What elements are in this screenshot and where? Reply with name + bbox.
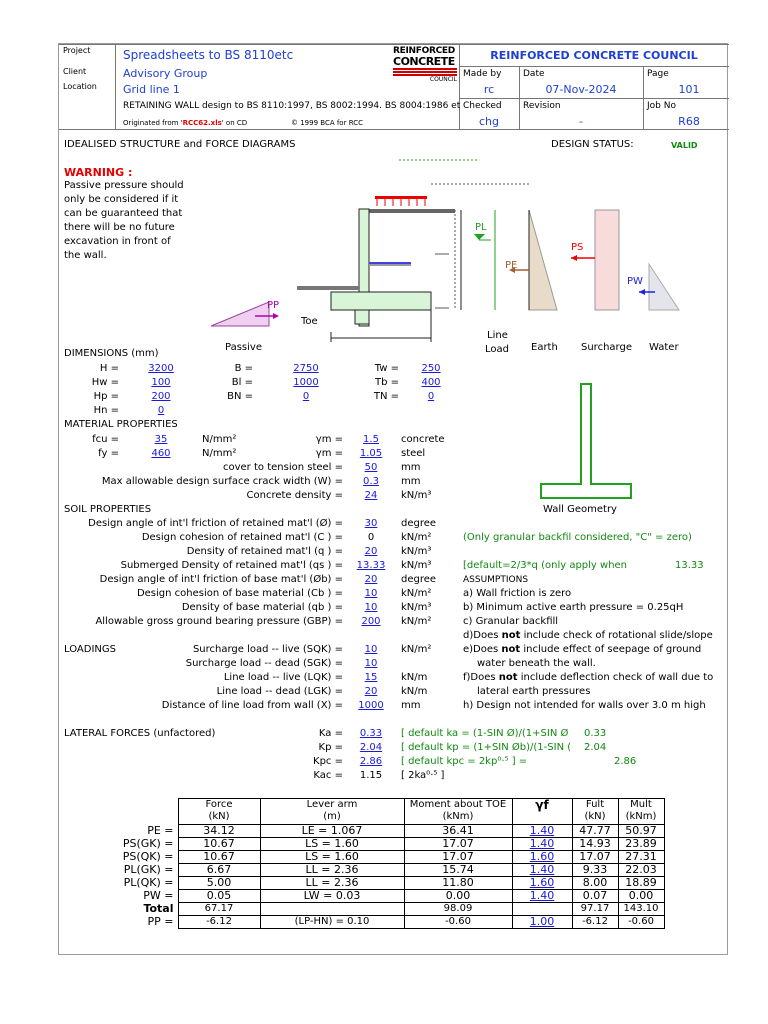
col-header-gamma-f: γf <box>512 799 572 825</box>
lever-arm-cell: LW = 0.03 <box>260 890 404 903</box>
loading-unit: kN/m² <box>401 644 432 655</box>
fy-value[interactable]: 460 <box>151 448 171 459</box>
ps-label: PS <box>571 242 584 253</box>
force-cell: -6.12 <box>178 916 260 929</box>
soil-unit: degree <box>401 574 437 585</box>
lever-arm-cell <box>260 903 404 916</box>
worksheet <box>58 43 728 955</box>
dim-label: Bl = <box>231 377 253 388</box>
row-name: PL(GK) = <box>123 863 174 876</box>
water-label: Water <box>649 342 679 353</box>
soil-label: Design angle of int'l friction of retained mat'l (Ø) = <box>88 518 343 529</box>
dim-label: H = <box>99 363 119 374</box>
fult-cell: 8.00 <box>572 877 618 890</box>
gamma-f-cell[interactable]: 1.40 <box>512 825 572 838</box>
loadings-title: LOADINGS <box>64 644 116 655</box>
assumption-f-cont: lateral earth pressures <box>477 686 591 697</box>
soil-title: SOIL PROPERTIES <box>64 504 152 515</box>
soil-unit: kN/m² <box>401 588 432 599</box>
gamma-m-concrete-unit: concrete <box>401 434 445 445</box>
job-value: R68 <box>678 115 700 128</box>
dim-tw-value[interactable]: 250 <box>421 363 441 374</box>
originated-line: Originated from 'RCC62.xls' on CD <box>123 119 248 127</box>
made-by-value: rc <box>483 83 495 96</box>
table-row <box>120 877 664 890</box>
assumption-f: f)Does not include deflection check of wall due to <box>463 672 714 683</box>
lever-arm-cell: LL = 2.36 <box>260 877 404 890</box>
force-cell: 67.17 <box>178 903 260 916</box>
gamma-f-cell[interactable]: 1.40 <box>512 838 572 851</box>
table-row <box>120 916 664 929</box>
moment-cell: 0.00 <box>404 890 512 903</box>
cover-label: cover to tension steel = <box>223 462 343 473</box>
table-row <box>120 825 664 838</box>
ka-note-value: 0.33 <box>584 728 607 739</box>
org-name: REINFORCED CONCRETE COUNCIL <box>490 49 698 62</box>
force-cell: 10.67 <box>178 851 260 864</box>
table-row <box>120 890 664 903</box>
ka-note: [ default ka = (1-SIN Ø)/(1+SIN Ø <box>401 728 569 739</box>
location-label: Location <box>63 82 97 91</box>
soil-note-cohesion: (Only granular backfil considered, "C" = zero) <box>463 532 692 543</box>
lever-arm-cell: LS = 1.60 <box>260 851 404 864</box>
kac-note: [ 2ka⁰·⁵ ] <box>401 770 445 781</box>
kp-label: Kp = <box>318 742 343 753</box>
project-name: Spreadsheets to BS 8110etc <box>123 48 294 62</box>
soil-value[interactable]: 200 <box>361 616 381 627</box>
section-title: IDEALISED STRUCTURE and FORCE DIAGRAMS <box>64 139 296 150</box>
dim-label: Tb = <box>374 377 399 388</box>
moment-cell: -0.60 <box>404 916 512 929</box>
loading-label: Distance of line load from wall (X) = <box>161 700 343 711</box>
pp-label: PP <box>267 300 280 311</box>
line-load-label: Line <box>487 330 508 341</box>
gamma-f-cell[interactable]: 1.40 <box>512 890 572 903</box>
kac-label: Kac = <box>313 770 343 781</box>
rcc-logo: REINFORCED CONCRETE COUNCIL <box>393 46 457 83</box>
checked-value: chg <box>478 115 499 128</box>
dim-label: B = <box>234 363 253 374</box>
fult-cell: 47.77 <box>572 825 618 838</box>
lever-arm-cell: LE = 1.067 <box>260 825 404 838</box>
fcu-unit: N/mm² <box>202 434 237 445</box>
dim-label: Tw = <box>374 363 399 374</box>
assumption-e: e)Does not include effect of seepage of ground <box>463 644 702 655</box>
cover-unit: mm <box>401 462 421 473</box>
mult-cell: 18.89 <box>618 877 664 890</box>
client-label: Client <box>63 67 87 76</box>
checked-label: Checked <box>463 101 502 111</box>
gamma-m-concrete-value[interactable]: 1.5 <box>363 434 379 445</box>
loading-value[interactable]: 15 <box>364 672 378 683</box>
warning-line: excavation in front of <box>64 236 171 247</box>
warning-title: WARNING : <box>64 166 133 179</box>
gamma-m-steel-value[interactable]: 1.05 <box>359 448 383 459</box>
revision-value: - <box>579 115 583 128</box>
soil-unit: kN/m² <box>401 616 432 627</box>
warning-line: Passive pressure should <box>64 180 184 191</box>
col-header-force: Force (kN) <box>178 799 260 825</box>
fult-cell: 9.33 <box>572 864 618 877</box>
ka-label: Ka = <box>318 728 343 739</box>
warning-line: can be guaranteed that <box>64 208 183 219</box>
pl-label: PL <box>475 222 487 233</box>
lever-arm-cell: LS = 1.60 <box>260 838 404 851</box>
force-cell: 5.00 <box>178 877 260 890</box>
kpc-value[interactable]: 2.86 <box>359 756 383 767</box>
soil-value: 0 <box>367 532 375 543</box>
fult-cell: 14.93 <box>572 838 618 851</box>
moment-cell: 15.74 <box>404 864 512 877</box>
surcharge-label: Surcharge <box>581 342 632 353</box>
assumptions-title: ASSUMPTIONS <box>463 575 529 585</box>
dim-label: Hp = <box>93 391 119 402</box>
loading-value[interactable]: 10 <box>364 644 378 655</box>
page-label: Page <box>647 69 669 79</box>
fult-cell: 97.17 <box>572 903 618 916</box>
crack-unit: mm <box>401 476 421 487</box>
dim-label: TN = <box>373 391 399 402</box>
warning-line: there will be no future <box>64 222 175 233</box>
moment-cell: 36.41 <box>404 825 512 838</box>
density-value[interactable]: 24 <box>364 490 378 501</box>
assumption-a: a) Wall friction is zero <box>463 588 572 599</box>
soil-label: Design cohesion of retained mat'l (C ) = <box>141 532 343 543</box>
dim-label: Hn = <box>93 405 119 416</box>
table-row <box>120 838 664 851</box>
dim-bn-value[interactable]: 0 <box>302 391 310 402</box>
soil-label: Density of base material (qb ) = <box>181 602 343 613</box>
density-label: Concrete density = <box>246 490 343 501</box>
mult-cell: 27.31 <box>618 851 664 864</box>
soil-unit: kN/m² <box>401 532 432 543</box>
col-header-mult: Mult (kNm) <box>618 799 664 825</box>
table-row <box>120 903 664 916</box>
force-table <box>120 798 665 929</box>
made-by-label: Made by <box>463 69 502 79</box>
force-cell: 10.67 <box>178 838 260 851</box>
kp-note-value: 2.04 <box>584 742 607 753</box>
design-status-label: DESIGN STATUS: <box>551 139 634 150</box>
gamma-f-cell[interactable]: 1.00 <box>512 916 572 929</box>
col-header-lever-arm: Lever arm (m) <box>260 799 404 825</box>
soil-label: Design angle of int'l friction of base mat'l (Øb) = <box>99 574 343 585</box>
fult-cell: 0.07 <box>572 890 618 903</box>
mult-cell: 22.03 <box>618 864 664 877</box>
kp-note: [ default kp = (1+SIN Øb)/(1-SIN ( <box>401 742 572 753</box>
dim-label: BN = <box>227 391 253 402</box>
soil-unit: kN/m³ <box>401 560 432 571</box>
moment-cell: 98.09 <box>404 903 512 916</box>
loading-unit: mm <box>401 700 421 711</box>
job-label: Job No <box>647 101 676 111</box>
table-row <box>120 851 664 864</box>
col-header-moment: Moment about TOE (kNm) <box>404 799 512 825</box>
copyright: © 1999 BCA for RCC <box>291 119 363 127</box>
loading-unit: kN/m <box>401 686 428 697</box>
project-label: Project <box>63 46 91 55</box>
material-title: MATERIAL PROPERTIES <box>64 419 178 430</box>
dim-label: Hw = <box>91 377 119 388</box>
mult-cell: 23.89 <box>618 838 664 851</box>
row-name: PP = <box>147 915 174 928</box>
assumption-d: d)Does not include check of rotational slide/slope <box>463 630 713 641</box>
kpc-note-value: 2.86 <box>614 756 637 767</box>
assumption-h: h) Design not intended for walls over 3.0 m high <box>463 700 706 711</box>
loading-label: Surcharge load -- dead (SGK) = <box>185 658 343 669</box>
sheet-title: RETAINING WALL design to BS 8110:1997, BS 8002:1994. BS 8004:1986 et <box>123 101 461 111</box>
soil-unit: degree <box>401 518 437 529</box>
moment-cell: 17.07 <box>404 851 512 864</box>
toe-label: Toe <box>301 316 318 327</box>
force-cell: 34.12 <box>178 825 260 838</box>
row-name: Total <box>143 902 174 915</box>
mult-cell: 50.97 <box>618 825 664 838</box>
gamma-m-label: γm = <box>315 448 343 459</box>
lever-arm-cell: LL = 2.36 <box>260 864 404 877</box>
soil-label: Submerged Density of retained mat'l (qs ) = <box>120 560 343 571</box>
soil-note-submerged: [default=2/3*q (only apply when <box>463 560 628 571</box>
dim-tb-value[interactable]: 400 <box>421 377 441 388</box>
gamma-f-cell[interactable]: 1.40 <box>512 864 572 877</box>
dim-b-value[interactable]: 2750 <box>293 363 319 374</box>
fy-unit: N/mm² <box>202 448 237 459</box>
loading-value[interactable]: 20 <box>364 686 378 697</box>
kac-value: 1.15 <box>359 770 383 781</box>
density-unit: kN/m³ <box>401 490 432 501</box>
gamma-f-cell[interactable]: 1.60 <box>512 877 572 890</box>
soil-value[interactable]: 20 <box>364 546 378 557</box>
soil-label: Design cohesion of base material (Cb ) = <box>136 588 343 599</box>
warning-line: only be considered if it <box>64 194 179 205</box>
gamma-f-cell <box>512 903 572 916</box>
mult-cell: -0.60 <box>618 916 664 929</box>
row-name: PW = <box>143 889 174 902</box>
crack-value[interactable]: 0.3 <box>363 476 379 487</box>
loading-value[interactable]: 10 <box>364 658 378 669</box>
kpc-note: [ default kpc = 2kp⁰·⁵ ] = <box>401 756 528 767</box>
soil-unit: kN/m³ <box>401 546 432 557</box>
assumption-b: b) Minimum active earth pressure = 0.25qH <box>463 602 684 613</box>
assumption-c: c) Granular backfill <box>463 616 559 627</box>
soil-value[interactable]: 10 <box>364 588 378 599</box>
wall-geometry-label: Wall Geometry <box>543 504 617 515</box>
moment-cell: 11.80 <box>404 877 512 890</box>
loading-value[interactable]: 1000 <box>358 700 384 711</box>
dim-bl-value[interactable]: 1000 <box>293 377 319 388</box>
kp-value[interactable]: 2.04 <box>359 742 383 753</box>
assumption-e-cont: water beneath the wall. <box>477 658 596 669</box>
date-value: 07-Nov-2024 <box>545 83 617 96</box>
loading-label: Line load -- dead (LGK) = <box>216 686 343 697</box>
moment-cell: 17.07 <box>404 838 512 851</box>
lever-arm-cell: (LP-HN) = 0.10 <box>260 916 404 929</box>
pe-label: PE <box>505 260 518 271</box>
cover-value[interactable]: 50 <box>364 462 378 473</box>
row-name: PL(QK) = <box>123 876 174 889</box>
soil-value[interactable]: 10 <box>364 602 378 613</box>
force-cell: 0.05 <box>178 890 260 903</box>
fcu-value[interactable]: 35 <box>154 434 168 445</box>
row-name: PS(QK) = <box>122 850 174 863</box>
dim-h-value[interactable]: 3200 <box>148 363 174 374</box>
fult-cell: -6.12 <box>572 916 618 929</box>
date-label: Date <box>523 69 545 79</box>
soil-value[interactable]: 30 <box>364 518 378 529</box>
dim-hp-value[interactable]: 200 <box>151 391 171 402</box>
fcu-label: fcu = <box>92 434 119 445</box>
gamma-f-cell[interactable]: 1.60 <box>512 851 572 864</box>
col-header-fult: Fult (kN) <box>572 799 618 825</box>
crack-label: Max allowable design surface crack width (W) = <box>101 476 343 487</box>
row-name: PE = <box>147 824 174 837</box>
client-name: Advisory Group <box>123 67 208 80</box>
loading-label: Line load -- live (LQK) = <box>223 672 343 683</box>
lateral-title: LATERAL FORCES (unfactored) <box>64 728 216 739</box>
earth-label: Earth <box>531 342 558 353</box>
loading-unit: kN/m <box>401 672 428 683</box>
force-cell: 6.67 <box>178 864 260 877</box>
mult-cell: 143.10 <box>618 903 664 916</box>
soil-value[interactable]: 20 <box>364 574 378 585</box>
dimensions-title: DIMENSIONS (mm) <box>64 348 159 359</box>
soil-label: Allowable gross ground bearing pressure (GBP) = <box>95 616 343 627</box>
soil-value[interactable]: 13.33 <box>356 560 386 571</box>
table-row <box>120 864 664 877</box>
fult-cell: 17.07 <box>572 851 618 864</box>
gamma-m-steel-unit: steel <box>401 448 426 459</box>
dim-tn-value[interactable]: 0 <box>427 391 435 402</box>
loading-label: Surcharge load -- live (SQK) = <box>192 644 343 655</box>
warning-line: the wall. <box>64 250 107 261</box>
mult-cell: 0.00 <box>618 890 664 903</box>
design-status-value: VALID <box>671 141 698 150</box>
soil-note-submerged-value: 13.33 <box>675 560 704 571</box>
row-name: PS(GK) = <box>122 837 174 850</box>
soil-label: Density of retained mat'l (q ) = <box>186 546 343 557</box>
dim-hn-value[interactable]: 0 <box>157 405 165 416</box>
dim-hw-value[interactable]: 100 <box>151 377 171 388</box>
ka-value[interactable]: 0.33 <box>359 728 383 739</box>
fy-label: fy = <box>98 448 119 459</box>
gamma-m-label: γm = <box>315 434 343 445</box>
revision-label: Revision <box>523 101 561 111</box>
table-header-row <box>120 799 664 825</box>
pw-label: PW <box>627 276 643 287</box>
line-load-label: Load <box>485 344 509 355</box>
kpc-label: Kpc = <box>313 756 343 767</box>
passive-label: Passive <box>225 342 262 353</box>
location-name: Grid line 1 <box>123 83 180 96</box>
soil-unit: kN/m³ <box>401 602 432 613</box>
page-value: 101 <box>678 83 700 96</box>
